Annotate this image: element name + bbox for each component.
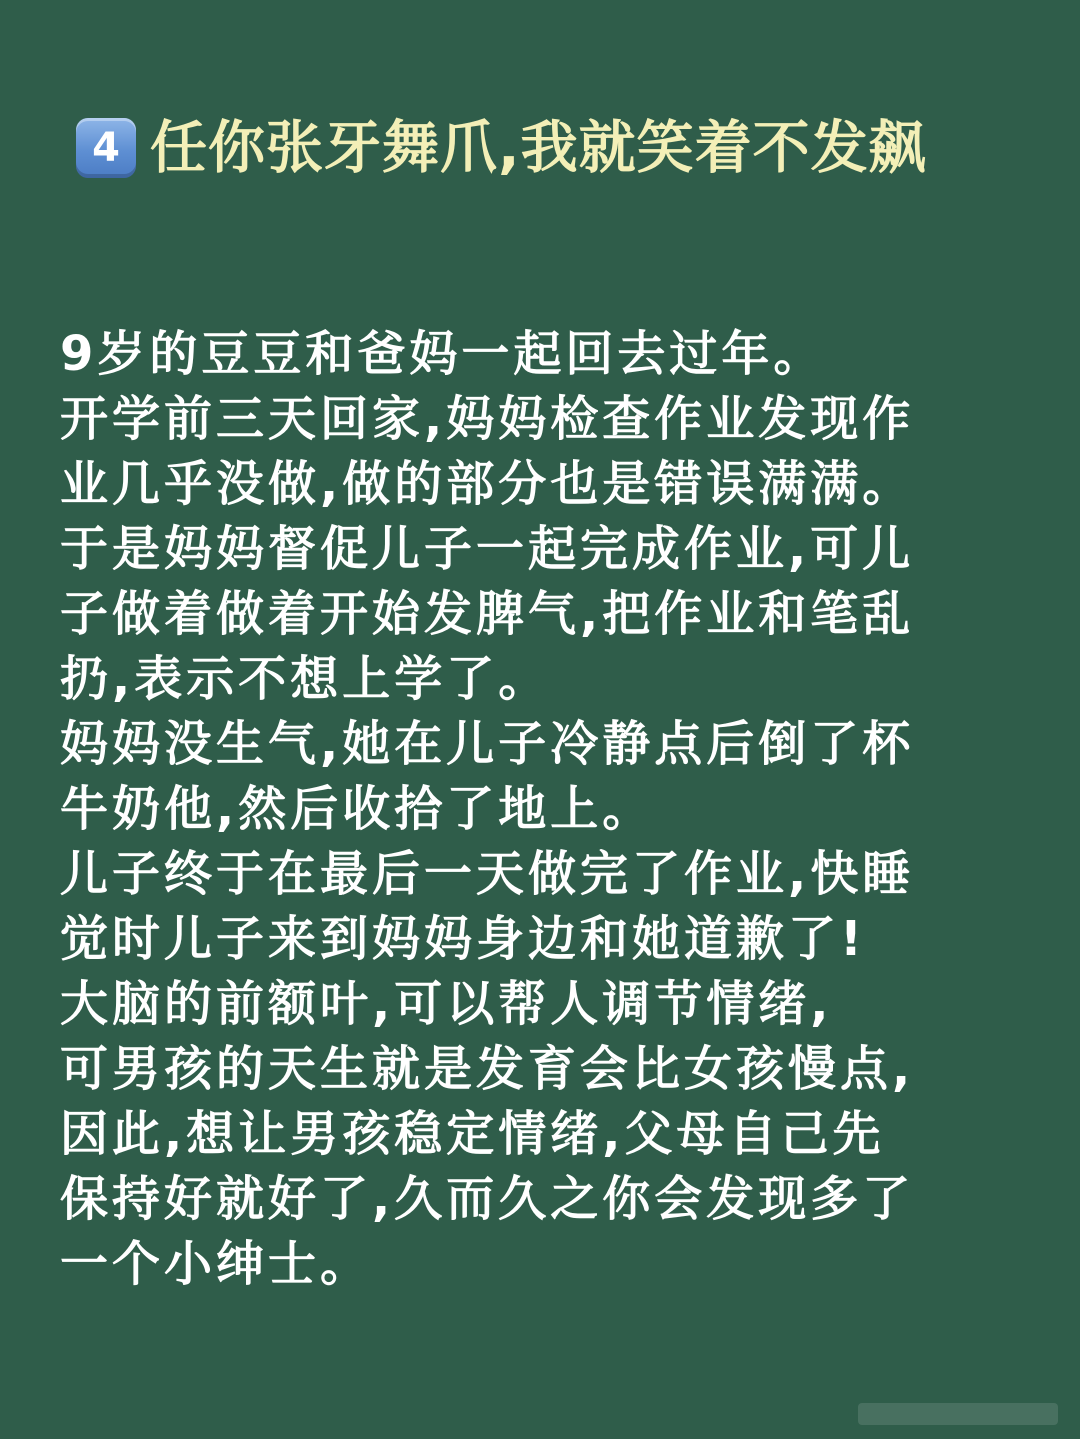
keycap-digit-four-icon <box>76 118 136 178</box>
body-line: 觉时儿子来到妈妈身边和她道歉了! <box>60 911 866 967</box>
watermark <box>858 1403 1058 1425</box>
body-line: 9岁的豆豆和爸妈一起回去过年。 <box>60 326 826 382</box>
body-line: 子做着做着开始发脾气,把作业和笔乱 <box>60 586 915 642</box>
body-line: 可男孩的天生就是发育会比女孩慢点, <box>60 1041 915 1097</box>
body-text <box>60 322 1010 1297</box>
body-line: 于是妈妈督促儿子一起完成作业,可儿 <box>60 521 915 577</box>
body-line: 儿子终于在最后一天做完了作业,快睡 <box>60 846 915 902</box>
body-line: 一个小绅士。 <box>60 1236 373 1292</box>
body-line: 大脑的前额叶,可以帮人调节情绪, <box>60 976 833 1032</box>
body-line: 因此,想让男孩稳定情绪,父母自己先 <box>60 1106 885 1162</box>
keycap-digit: 4 <box>92 125 120 171</box>
body-line: 牛奶他,然后收拾了地上。 <box>60 781 655 837</box>
title-row <box>76 108 927 188</box>
body-line: 保持好就好了,久而久之你会发现多了 <box>60 1171 915 1227</box>
body-line: 扔,表示不想上学了。 <box>60 651 551 707</box>
page-title: 任你张牙舞爪,我就笑着不发飙 <box>150 114 927 181</box>
body-line: 业几乎没做,做的部分也是错误满满。 <box>60 456 915 512</box>
body-line: 开学前三天回家,妈妈检查作业发现作 <box>60 391 915 447</box>
body-line: 妈妈没生气,她在儿子冷静点后倒了杯 <box>60 716 915 772</box>
